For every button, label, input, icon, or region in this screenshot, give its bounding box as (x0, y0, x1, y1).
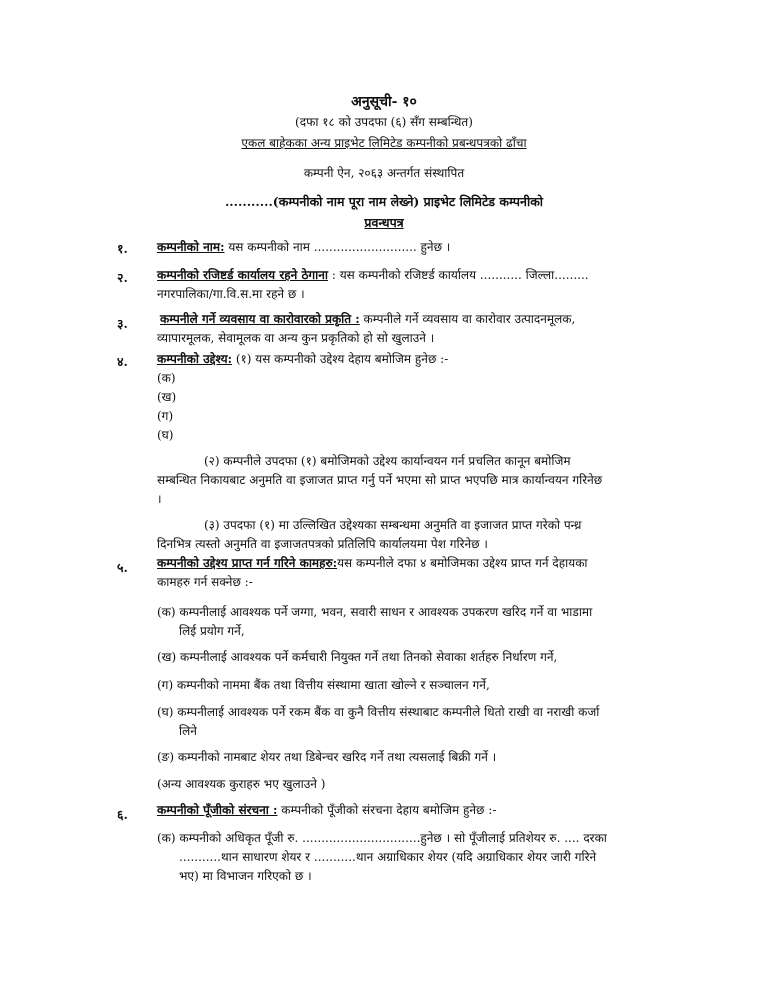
section-number: ६. (117, 807, 128, 822)
list-item: (ग) (157, 409, 174, 423)
list-item: (घ) (157, 428, 174, 442)
section-number: १. (117, 241, 128, 256)
section-text: कम्पनीको पूँजीको संरचना देहाय बमोजिम हुनेछ :- (277, 803, 497, 817)
section-text: यस कम्पनीले दफा ४ बमोजिमका उद्देश्य प्राप्त गर्न देहायका (337, 556, 588, 570)
paragraph-line: दिनभित्र त्यस्तो अनुमति वा इजाजतपत्रको प्रतिलिपि कार्यालयमा पेश गरिनेछ । (157, 537, 488, 551)
list-item: (ङ) कम्पनीको नामबाट शेयर तथा डिबेन्चर खरिद गर्ने तथा त्यसलाई बिक्री गर्ने । (157, 750, 497, 764)
paragraph-line: सम्बन्धित निकायबाट अनुमति वा इजाजत प्राप्त गर्नु पर्ने भएमा सो प्राप्त भएपछि मात्र कार्यान्वयन गरिनेछ (157, 473, 603, 487)
section-heading: कम्पनीको उद्देश्य: (157, 352, 233, 366)
section-text-line: व्यापारमूलक, सेवामूलक वा अन्य कुन प्रकृतिको हो सो खुलाउने । (157, 331, 435, 345)
section-4 (157, 350, 448, 369)
list-item-continuation: लिई प्रयोग गर्ने, (179, 624, 245, 638)
form-caption: एकल बाहेकका अन्य प्राइभेट लिमिटेड कम्पनीको प्रबन्धपत्रको ढाँचा (241, 136, 527, 150)
paragraph-line: (२) कम्पनीले उपदफा (१) बमोजिमको उद्देश्य कार्यान्वयन गर्न प्रचलित कानून बमोजिम (204, 454, 571, 468)
list-item-continuation: लिने (179, 724, 197, 738)
section-text: यस कम्पनीको नाम ........................... हुनेछ । (224, 240, 451, 254)
section-heading: कम्पनीको उद्देश्य प्राप्त गर्न गरिने कामहरु: (157, 556, 338, 570)
section-number: ४. (117, 354, 128, 369)
section-number: ३. (117, 316, 128, 331)
section-1 (157, 238, 450, 257)
section-5 (157, 554, 588, 573)
section-text: (१) यस कम्पनीको उद्देश्य देहाय बमोजिम हुनेछ :- (232, 352, 449, 366)
page-title: अनुसूची- १० (351, 94, 417, 110)
section-heading: कम्पनीको नाम: (157, 240, 225, 254)
list-item-continuation: भए) मा विभाजन गरिएको छ । (179, 869, 312, 883)
document-name: प्रवन्धपत्र (364, 215, 404, 230)
list-item: (ग) कम्पनीको नाममा बैंक तथा वित्तीय संस्थामा खाता खोल्ने र सञ्चालन गर्ने, (157, 678, 490, 692)
list-item: (क) (157, 371, 176, 385)
section-2 (157, 266, 589, 285)
section-heading: कम्पनीको रजिष्टर्ड कार्यालय रहने ठेगाना (157, 268, 329, 282)
section-text-line: नगरपालिका/गा.वि.स.मा रहने छ । (157, 287, 305, 301)
list-item: (क) कम्पनीलाई आवश्यक पर्ने जग्गा, भवन, सवारी साधन र आवश्यक उपकरण खरिद गर्ने वा भाडामा (157, 605, 593, 619)
section-text: : यस कम्पनीको रजिष्टर्ड कार्यालय ........... जिल्ला......... (328, 268, 589, 282)
paragraph-line: (३) उपदफा (१) मा उल्लिखित उद्देश्यका सम्बन्धमा अनुमति वा इजाजत प्राप्त गरेको पन्ध्र (204, 518, 582, 532)
list-item: (घ) कम्पनीलाई आवश्यक पर्ने रकम बैंक वा कुनै वित्तीय संस्थाबाट कम्पनीले धितो राखी वा नराखी कर्जा (157, 705, 600, 719)
list-item: (क) कम्पनीको अधिकृत पूँजी रु. ...............................हुनेछ । सो पूँजीलाई प्रतिशेयर रु. .... दरका (157, 831, 607, 845)
section-heading: कम्पनीको पूँजीको संरचना : (157, 803, 278, 817)
company-name-line: ...........(कम्पनीको नाम पूरा नाम लेख्ने) प्राइभेट लिमिटेड कम्पनीको (224, 194, 544, 209)
list-item: (ख) (157, 390, 177, 404)
act-line: कम्पनी ऐन, २०६३ अन्तर्गत संस्थापित (303, 166, 465, 180)
list-item: (ख) कम्पनीलाई आवश्यक पर्ने कर्मचारी नियुक्त गर्ने तथा तिनको सेवाका शर्तहरु निर्धारण गर्ने, (157, 650, 558, 664)
paragraph-line: । (157, 492, 162, 506)
section-6 (157, 801, 496, 820)
section-heading: कम्पनीले गर्ने व्यवसाय वा कारोवारको प्रकृति : (160, 312, 360, 326)
list-item-continuation: ...........थान साधारण शेयर र ...........थान अग्राधिकार शेयर (यदि अग्राधिकार शेयर जारी गरिने (179, 850, 597, 864)
section-3 (160, 310, 575, 329)
note-line: (अन्य आवश्यक कुराहरु भए खुलाउने ) (157, 777, 326, 791)
section-text-line: कामहरु गर्न सक्नेछ :- (157, 575, 253, 589)
section-number: २. (117, 270, 128, 285)
section-text: कम्पनीले गर्ने व्यवसाय वा कारोवार उत्पादनमूलक, (359, 312, 576, 326)
section-number: ५. (117, 560, 128, 575)
reference-line: (दफा १८ को उपदफा (६) सँग सम्बन्धित) (295, 115, 473, 129)
